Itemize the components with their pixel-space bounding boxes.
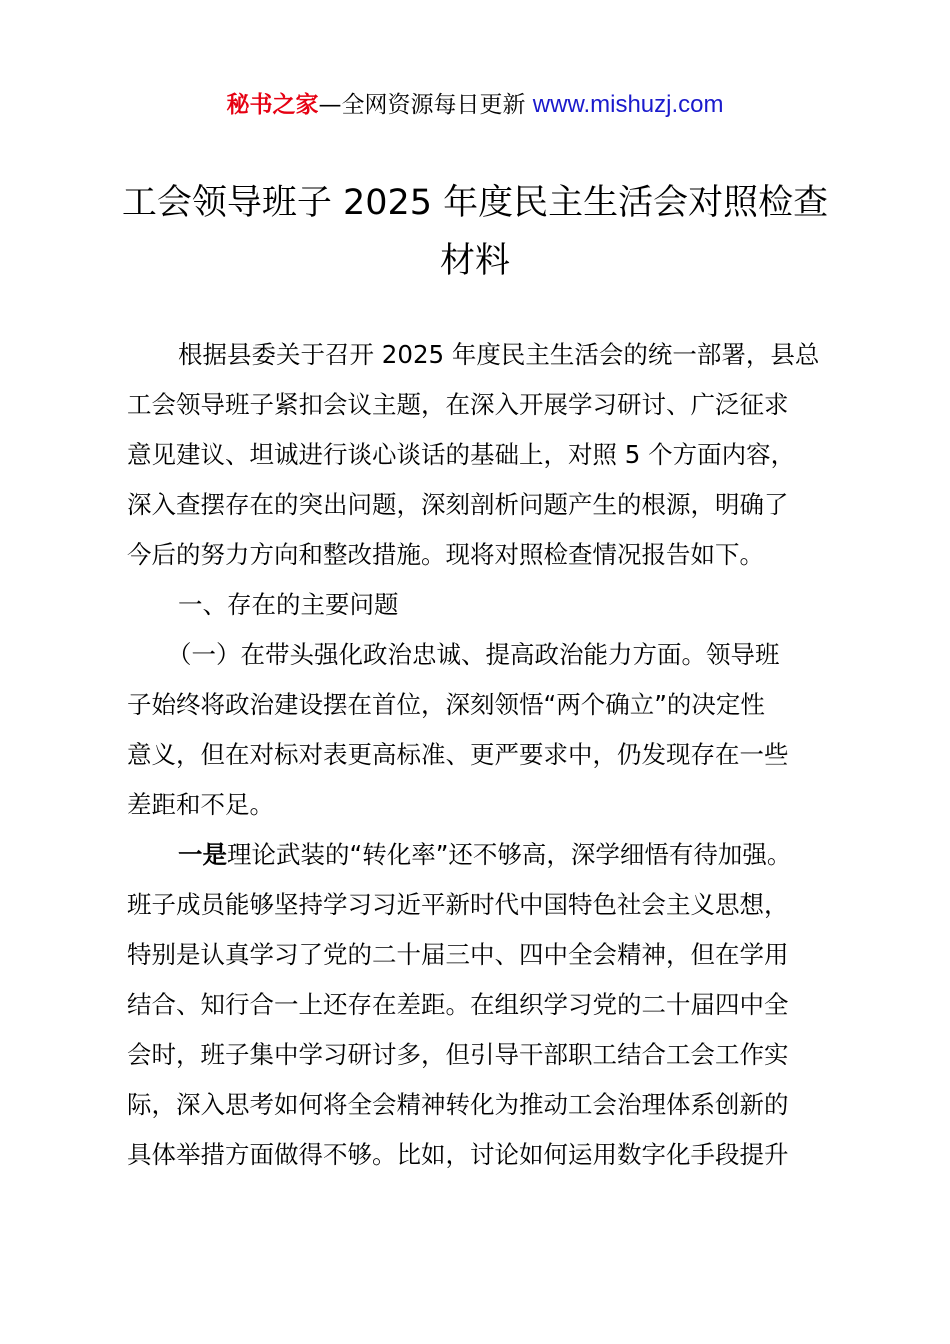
site-url-link[interactable]: www.mishuzj.com (532, 91, 724, 118)
paragraph-subsection-1 (127, 634, 837, 834)
text-line: 具体举措方面做得不够。比如，讨论如何运用数字化手段提升 (127, 1140, 789, 1169)
text-line: 今后的努力方向和整改措施。现将对照检查情况报告如下。 (127, 540, 764, 569)
text-line: 特别是认真学习了党的二十届三中、四中全会精神，但在学用 (127, 940, 789, 969)
site-brand-name: 秘书之家 (226, 92, 319, 118)
paragraph-point-1 (127, 834, 837, 1184)
subsection-heading-line: （一）在带头强化政治忠诚、提高政治能力方面。领导班 (167, 640, 780, 669)
text-line: 际，深入思考如何将全会精神转化为推动工会治理体系创新的 (127, 1090, 789, 1119)
text-line: 工会领导班子紧扣会议主题，在深入开展学习研讨、广泛征求 (127, 390, 789, 419)
text-line: 意见建议、坦诚进行谈心谈话的基础上，对照 5 个方面内容， (127, 440, 796, 469)
document-title (0, 180, 950, 284)
text-line-rest: 理论武装的“转化率”还不够高，深学细悟有待加强。 (227, 840, 792, 869)
text-line: 结合、知行合一上还存在差距。在组织学习党的二十届四中全 (127, 990, 789, 1019)
text-line (127, 834, 837, 884)
text-line: 班子成员能够坚持学习习近平新时代中国特色社会主义思想， (127, 890, 789, 919)
site-slogan: —全网资源每日更新 (318, 92, 526, 118)
text-line: 深入查摆存在的突出问题，深刻剖析问题产生的根源，明确了 (127, 490, 789, 519)
text-line: 差距和不足。 (127, 790, 274, 819)
title-line-2: 材料 (439, 241, 510, 281)
text-line: 会时，班子集中学习研讨多，但引导干部职工结合工会工作实 (127, 1040, 789, 1069)
title-line-1: 工会领导班子 2025 年度民主生活会对照检查 (121, 183, 829, 223)
text-line: 根据县委关于召开 2025 年度民主生活会的统一部署，县总 (178, 340, 820, 369)
site-banner (0, 88, 950, 122)
section-heading: 一、存在的主要问题 (178, 590, 399, 619)
document-body (127, 334, 837, 1184)
paragraph-intro (127, 334, 837, 584)
text-line: 意义，但在对标对表更高标准、更严要求中，仍发现存在一些 (127, 740, 789, 769)
section-heading-1 (127, 584, 837, 634)
text-line: 子始终将政治建设摆在首位，深刻领悟“两个确立”的决定性 (127, 690, 765, 719)
lead-bold-label: 一是 (178, 840, 227, 869)
